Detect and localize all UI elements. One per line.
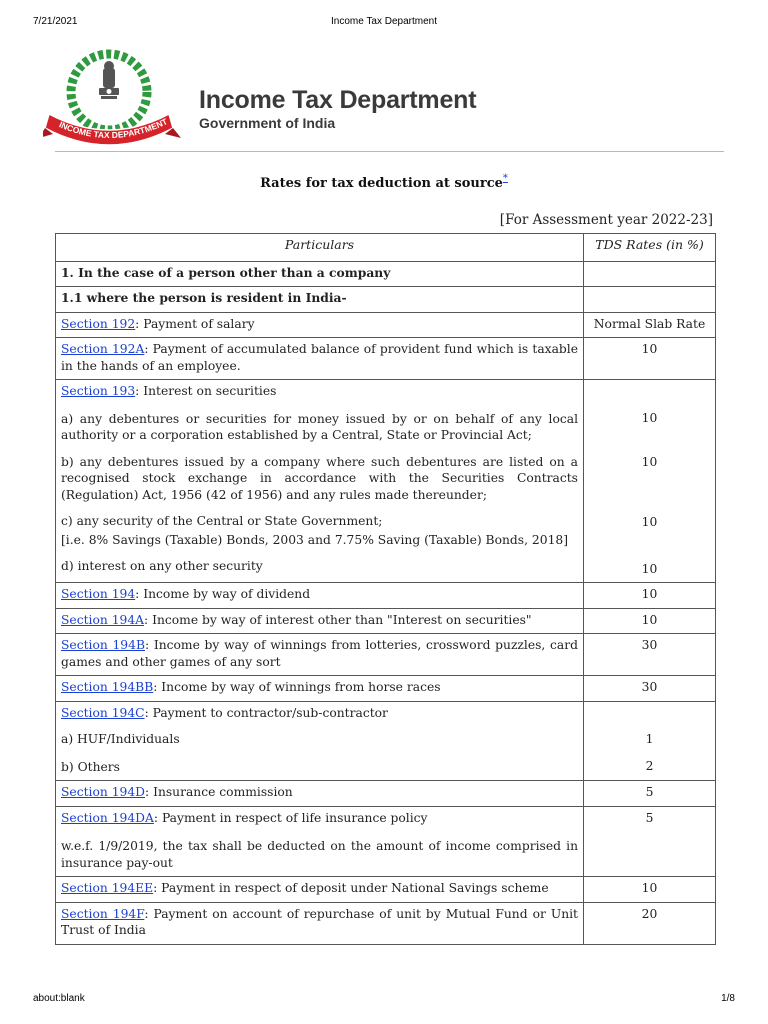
rate-cell: 30 <box>584 634 716 676</box>
table-row: Section 194B: Income by way of winnings from lotteries, crossword puzzles, card games and other games of any sort 30 <box>56 634 716 676</box>
document-title-text: Rates for tax deduction at source <box>260 176 503 191</box>
print-url: about:blank <box>33 993 85 1004</box>
section-192a-link[interactable]: Section 192A <box>61 342 145 356</box>
section-194-link[interactable]: Section 194 <box>61 587 136 601</box>
ribbon-text: INCOME TAX DEPARTMENT <box>57 116 169 141</box>
section-194a-link[interactable]: Section 194A <box>61 612 145 627</box>
rate-value: 10 <box>641 561 658 576</box>
rate-cell: Normal Slab Rate <box>584 312 716 338</box>
print-page-title: Income Tax Department <box>331 16 437 27</box>
section-193-link[interactable]: Section 193 <box>61 384 136 398</box>
table-row: Section 194F: Payment on account of repurchase of unit by Mutual Fund or Unit Trust of India 20 <box>56 902 716 944</box>
rate-value: 1 <box>645 731 654 746</box>
section-194bb-link[interactable]: Section 194BB <box>61 680 154 694</box>
sub-item: a) any debentures or securities for money issued by or on behalf of any local authority or a corporation established by a Central, State or Provincial Act; <box>61 411 578 442</box>
group-heading: 1. In the case of a person other than a company <box>56 261 584 287</box>
sub-item: b) Others <box>61 759 120 774</box>
footnote-link[interactable]: * <box>502 173 508 184</box>
header-particulars: Particulars <box>56 234 584 262</box>
sub-item: b) any debentures issued by a company where such debentures are listed on a recognised stock exchange in accordance with the Securities Contracts (Regulation) Act, 1956 (42 of 1956) and any rules made thereunder; <box>61 454 578 502</box>
section-194f-link[interactable]: Section 194F <box>61 906 145 921</box>
table-row: Section 194DA: Payment in respect of life insurance policy w.e.f. 1/9/2019, the tax shall be deducted on the amount of income comprised in insurance pay-out 5 <box>56 806 716 877</box>
sub-item: c) any security of the Central or State Government; <box>61 514 383 528</box>
sub-item: d) interest on any other security <box>61 559 263 573</box>
income-tax-logo <box>43 44 195 148</box>
rate-cell: 5 <box>584 781 716 807</box>
print-page-number: 1/8 <box>721 993 735 1004</box>
rate-value: 2 <box>645 759 654 773</box>
table-row: Section 194C: Payment to contractor/sub-contractor a) HUF/Individuals b) Others 1 2 <box>56 701 716 781</box>
rate-cell: 10 <box>584 583 716 609</box>
document-title <box>0 173 768 191</box>
table-row: Section 192A: Payment of accumulated balance of provident fund which is taxable in the hands of an employee. 10 <box>56 338 716 380</box>
sub-item: w.e.f. 1/9/2019, the tax shall be deducted on the amount of income comprised in insurance pay-out <box>61 839 578 870</box>
section-194c-link[interactable]: Section 194C <box>61 705 145 720</box>
department-subtitle: Government of India <box>199 115 336 131</box>
rate-cell: 5 <box>584 806 716 877</box>
section-192-link[interactable]: Section 192 <box>61 316 136 331</box>
sub-item: a) HUF/Individuals <box>61 732 180 746</box>
section-194da-link[interactable]: Section 194DA <box>61 810 154 825</box>
table-row: Section 194D: Insurance commission 5 <box>56 781 716 807</box>
table-row: Section 193: Interest on securities a) any debentures or securities for money issued by or on behalf of any local authority or a corporation established by a Central, State or Provincial Act; b) any debentures issued by a company where such debentures are listed on a recognised stock exchange in accordance with the Securities Contracts (Regulation) Act, 1956 (42 of 1956) and any rules made thereunder; c) any security of the Central or State Government; [i.e. 8% Savings (Taxable) Bonds, 2003 and 7.75% Saving (Taxable) Bonds, 2018] d) interest on any other security 10 10 10 10 <box>56 380 716 583</box>
header-divider <box>55 151 724 152</box>
rate-value: 10 <box>641 515 658 529</box>
sub-item: [i.e. 8% Savings (Taxable) Bonds, 2003 and 7.75% Saving (Taxable) Bonds, 2018] <box>61 532 569 547</box>
rate-cell: 20 <box>584 902 716 944</box>
table-row <box>56 287 716 313</box>
rate-cell: 10 <box>584 608 716 634</box>
table-row: Section 194BB: Income by way of winnings from horse races 30 <box>56 676 716 702</box>
subgroup-heading: 1.1 where the person is resident in India- <box>56 287 584 313</box>
header-tds-rates: TDS Rates (in %) <box>584 234 716 262</box>
department-title: Income Tax Department <box>199 86 477 114</box>
table-header-row <box>56 234 716 262</box>
assessment-year: [For Assessment year 2022-23] <box>499 212 713 228</box>
tds-rates-table <box>55 233 716 945</box>
print-date: 7/21/2021 <box>33 16 78 27</box>
section-194b-link[interactable]: Section 194B <box>61 638 145 652</box>
section-194ee-link[interactable]: Section 194EE <box>61 881 154 895</box>
rate-cell: 10 <box>584 338 716 380</box>
table-row <box>56 261 716 287</box>
table-row: Section 194A: Income by way of interest other than "Interest on securities" 10 <box>56 608 716 634</box>
section-194d-link[interactable]: Section 194D <box>61 785 146 799</box>
table-row: Section 192: Payment of salary Normal Slab Rate <box>56 312 716 338</box>
table-row: Section 194: Income by way of dividend 10 <box>56 583 716 609</box>
table-row: Section 194EE: Payment in respect of deposit under National Savings scheme 10 <box>56 877 716 903</box>
rate-value: 10 <box>641 411 658 425</box>
rate-value: 10 <box>641 454 658 469</box>
rate-cell: 30 <box>584 676 716 702</box>
rate-cell: 10 <box>584 877 716 903</box>
